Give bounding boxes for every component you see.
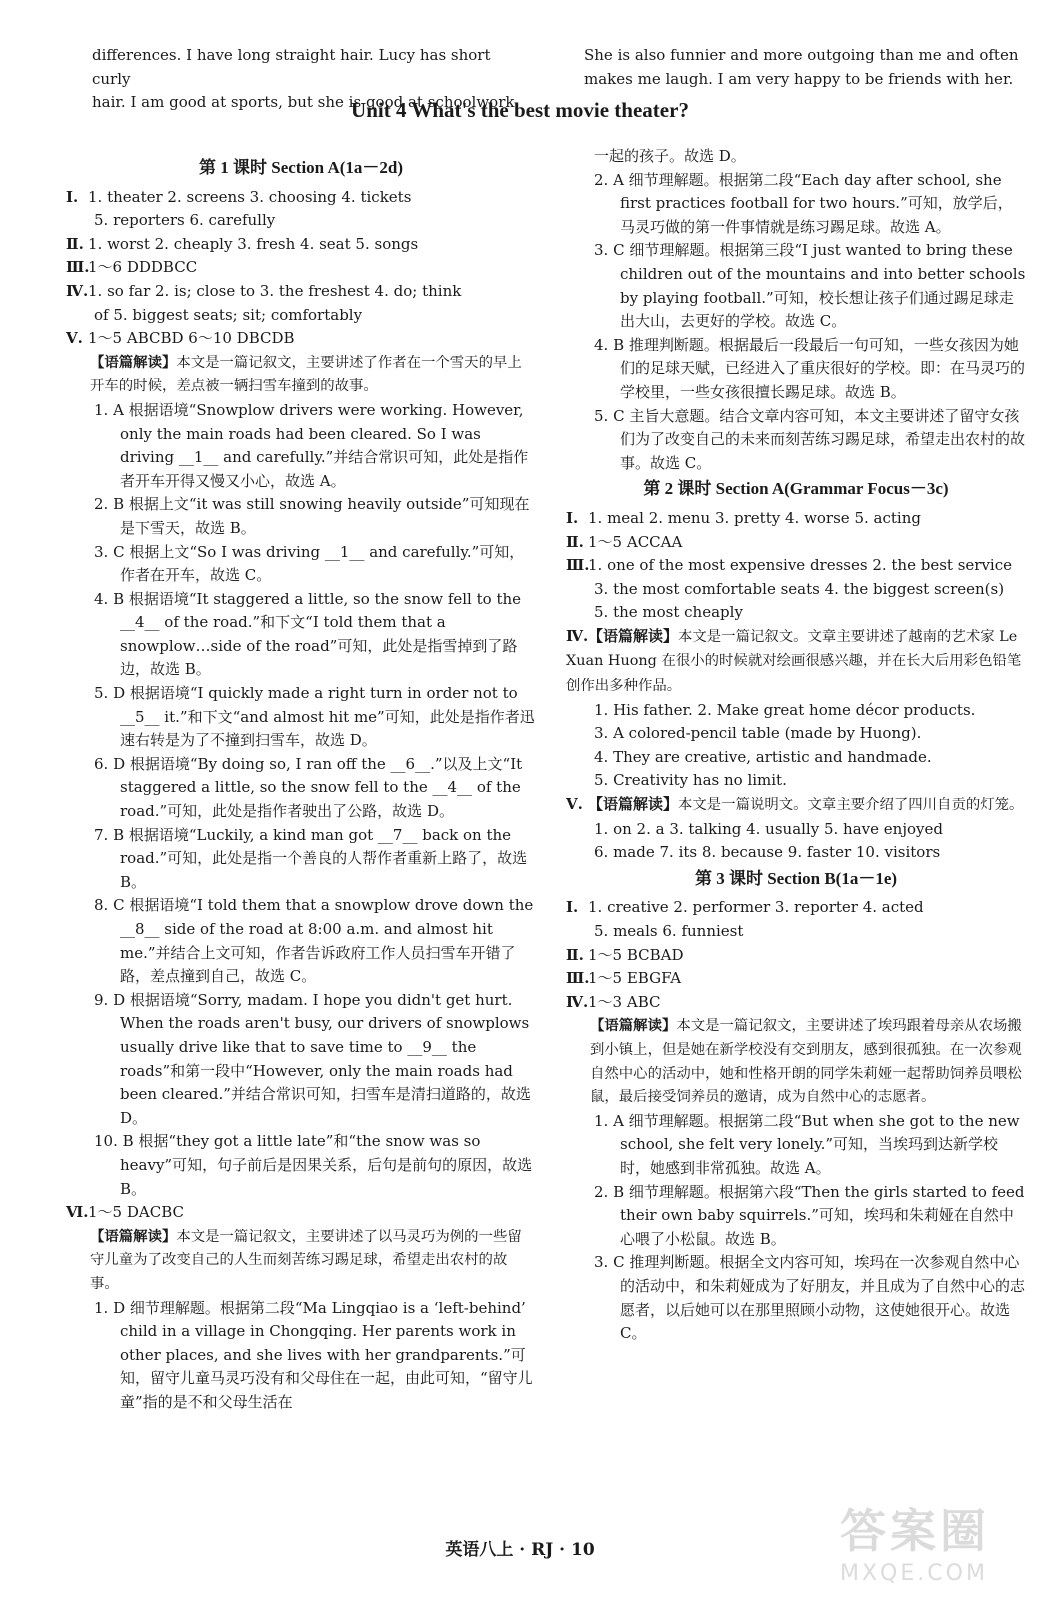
roman-label: Ⅴ. — [66, 329, 83, 348]
answer-line: Ⅵ.1～5 DACBC — [66, 1201, 536, 1225]
watermark-logo — [840, 1495, 1030, 1590]
answer-line: 5. reporters 6. carefully — [94, 211, 276, 230]
page-footer: 英语八上 · RJ · 10 — [445, 1540, 595, 1560]
explanation-item: 3. C 根据上文“So I was driving __1__ and carefully.”可知，作者在开车，故选 C。 — [94, 542, 525, 585]
explanation-item: 2. A 细节理解题。根据第二段“Each day after school, she first practices football for two hours.”可知，放学后，马灵巧做的第一件事情就是练习踢足球。故选 A。 — [594, 170, 1013, 236]
explanation-item: 7. B 根据语境“Luckily, a kind man got __7__ back on the road.”可知，此处是指一个善良的人帮作者重新上路了，故选 B。 — [94, 825, 528, 891]
explanation-item: 2. B 细节理解题。根据第六段“Then the girls started to feed their own baby squirrels.”可知，埃玛和朱莉娅在自然中心喂了小松鼠。故选 B。 — [594, 1182, 1025, 1248]
roman-label: Ⅰ. — [566, 898, 579, 917]
answer-line: Ⅲ.1. one of the most expensive dresses 2. the best service — [566, 554, 1026, 578]
answer-line: 5. Creativity has no limit. — [594, 771, 787, 790]
text-line: hair. I am good at sports, but she is good at schoolwork. — [92, 93, 520, 112]
answer-line: 5. the most cheaply — [594, 603, 743, 622]
explanation-item: 一起的孩子。故选 D。 — [594, 147, 746, 165]
roman-label: Ⅳ. — [66, 281, 89, 300]
answer-line: Ⅲ.1～5 EBGFA — [566, 967, 1026, 991]
roman-label: Ⅴ. — [566, 795, 583, 814]
explanation-item: 8. C 根据语境“I told them that a snowplow drove down the __8__ side of the road at 8:00 a.m. and almost hit me.”并结合上文可知，作者告诉政府工作人员扫雪车开错了路，差点撞到自己，故选 C。 — [94, 896, 534, 986]
roman-label: Ⅰ. — [66, 187, 79, 206]
passage-analysis: Ⅴ. 【语篇解读】本文是一篇说明文。文章主要介绍了四川自贡的灯笼。 — [566, 793, 1026, 818]
answer-line: 5. meals 6. funniest — [594, 922, 744, 940]
roman-label: Ⅲ. — [566, 969, 590, 988]
explanation-item: 6. D 根据语境“By doing so, I ran off the __6__.”以及上文“It staggered a little, so the snow fell to the __4__ of the road.”可知，此处是指作者驶出了公路，故选 D。 — [94, 754, 523, 821]
lesson1-title: 第 1 课时 Section A(1a－2d) — [199, 158, 403, 177]
roman-label: Ⅰ. — [566, 508, 579, 527]
answer-line: Ⅴ. 1～5 ABCBD 6～10 DBCDB — [66, 327, 536, 351]
passage-analysis: 【语篇解读】本文是一篇记叙文，主要讲述了以马灵巧为例的一些留守儿童为了改变自己的人生而刻苦练习踢足球，希望走出农村的故事。 — [90, 1227, 522, 1292]
passage-analysis: 【语篇解读】本文是一篇记叙文，主要讲述了埃玛跟着母亲从农场搬到小镇上，但是她在新学校没有交到朋友，感到很孤独。在一次参观自然中心的活动中，她和性格开朗的同学朱莉娅一起帮助饲养员喂松鼠，最后接受饲养员的邀请，成为自然中心的志愿者。 — [590, 1017, 1022, 1106]
answer-line: Ⅳ.1. so far 2. is; close to 3. the freshest 4. do; think — [66, 280, 536, 304]
answer-line: Ⅰ. 1. meal 2. menu 3. pretty 4. worse 5. acting — [566, 507, 1026, 531]
text-line: differences. I have long straight hair. Lucy has short curly — [92, 46, 491, 88]
explanation-item: 1. A 细节理解题。根据第二段“But when she got to the new school, she felt very lonely.”可知，当埃玛到达新学校时，她感到非常孤独。故选 A。 — [594, 1111, 1020, 1177]
explanation-item: 2. B 根据上文“it was still snowing heavily outside”可知现在是下雪天，故选 B。 — [94, 495, 530, 537]
unit-title: Unit 4 What's the best movie theater? — [351, 98, 689, 122]
answer-line: Ⅱ. 1. worst 2. cheaply 3. fresh 4. seat 5. songs — [66, 233, 536, 257]
answer-line: of 5. biggest seats; sit; comfortably — [94, 305, 363, 324]
watermark-logo-text: 答案圈 — [840, 1504, 990, 1558]
roman-label: Ⅳ. — [566, 626, 589, 645]
left-column — [66, 154, 536, 1414]
roman-label: Ⅲ. — [566, 556, 590, 575]
roman-label: Ⅵ. — [66, 1203, 89, 1222]
explanation-item: 3. C 推理判断题。根据全文内容可知，埃玛在一次参观自然中心的活动中，和朱莉娅成为了好朋友，并且成为了自然中心的志愿者，以后她可以在那里照顾小动物，这使她很开心。故选 C。 — [594, 1253, 1026, 1343]
explanation-item: 4. B 根据语境“It staggered a little, so the snow fell to the __4__ of the road.”和下文“I told them that a snowplow…side of the road”可知，此处是指雪掉到了路边，故选 B。 — [94, 589, 522, 679]
explanation-item: 10. B 根据“they got a little late”和“the snow was so heavy”可知，句子前后是因果关系，后句是前句的原因，故选 B。 — [94, 1132, 533, 1198]
explanation-item: 1. A 根据语境“Snowplow drivers were working. However, only the main roads had been cleared. So I was driving __1__ and carefully.”并结合常识可知，此处是指作者开车开得又慢又小心，故选 A。 — [94, 400, 529, 490]
answer-line: Ⅰ. 1. creative 2. performer 3. reporter 4. acted — [566, 896, 1026, 920]
answer-line: 4. They are creative, artistic and handmade. — [594, 747, 932, 766]
answer-line: 1. on 2. a 3. talking 4. usually 5. have enjoyed — [594, 819, 943, 838]
explanation-item: 5. C 主旨大意题。结合文章内容可知，本文主要讲述了留守女孩们为了改变自己的未来而刻苦练习踢足球，希望走出农村的故事。故选 C。 — [594, 406, 1026, 472]
explanation-item: 3. C 细节理解题。根据第三段“I just wanted to bring these children out of the mountains and into better schools by playing football.”可知，校长想让孩子们通过踢足球走出大山，去更好的学校。故选 C。 — [594, 241, 1026, 331]
watermark-url: MXQE.COM — [840, 1561, 988, 1586]
answer-line: 3. the most comfortable seats 4. the biggest screen(s) — [594, 579, 1005, 598]
answer-line: Ⅱ. 1～5 BCBAD — [566, 944, 1026, 968]
explanation-item: 9. D 根据语境“Sorry, madam. I hope you didn't get hurt. When the roads aren't busy, our drivers of snowplows usually drive like that to save time to __9__ the roads”和第一段中“However, only the main roads had been cleared.”并结合常识可知，扫雪车是清扫道路的，故选 D。 — [94, 990, 531, 1127]
roman-label: Ⅱ. — [566, 532, 584, 551]
roman-label: Ⅱ. — [566, 945, 584, 964]
text-line: She is also funnier and more outgoing than me and often — [584, 46, 1019, 64]
roman-label: Ⅱ. — [66, 234, 84, 253]
explanation-item: 5. D 根据语境“I quickly made a right turn in order not to __5__ it.”和下文“and almost hit me”可知，此处是指作者迅速右转是为了不撞到扫雪车，故选 D。 — [94, 684, 535, 750]
roman-label: Ⅲ. — [66, 258, 90, 277]
explanation-item: 4. B 推理判断题。根据最后一段最后一句可知，一些女孩因为她们的足球天赋，已经进入了重庆很好的学校。即：在马灵巧的学校里，一些女孩很擅长踢足球。故选 B。 — [594, 335, 1026, 401]
answer-line: 1. His father. 2. Make great home décor products. — [594, 700, 976, 719]
answer-line: 6. made 7. its 8. because 9. faster 10. visitors — [594, 843, 941, 862]
lesson2-title: 第 2 课时 Section A(Grammar Focus－3c) — [643, 479, 949, 499]
answer-line: Ⅲ.1～6 DDDBCC — [66, 256, 536, 280]
right-column — [566, 145, 1026, 1346]
answer-line: Ⅰ. 1. theater 2. screens 3. choosing 4. tickets — [66, 186, 536, 210]
passage-analysis: Ⅳ.【语篇解读】本文是一篇记叙文。文章主要讲述了越南的艺术家 Le Xuan Huong 在很小的时候就对绘画很感兴趣，并在长大后用彩色铅笔创作出多种作品。 — [566, 626, 1022, 695]
text-line: makes me laugh. I am very happy to be friends with her. — [584, 69, 1014, 88]
top-right-continuation — [584, 44, 1024, 91]
answer-line: 3. A colored-pencil table (made by Huong). — [594, 724, 922, 743]
answer-line: Ⅱ. 1～5 ACCAA — [566, 531, 1026, 555]
roman-label: Ⅳ. — [566, 992, 589, 1011]
lesson3-title: 第 3 课时 Section B(1a－1e) — [694, 868, 898, 888]
answer-line: Ⅳ.1～3 ABC — [566, 991, 1026, 1015]
explanation-item: 1. D 细节理解题。根据第二段“Ma Lingqiao is a ‘left-behind’ child in a village in Chongqing. Her parents work in other places, and she lives with her grandparents.”可知，留守儿童马灵巧没有和父母住在一起，由此可知，“留守儿童”指的是不和父母生活在 — [94, 1298, 533, 1411]
passage-analysis: 【语篇解读】本文是一篇记叙文，主要讲述了作者在一个雪天的早上开车的时候，差点被一辆扫雪车撞到的故事。 — [90, 353, 522, 395]
